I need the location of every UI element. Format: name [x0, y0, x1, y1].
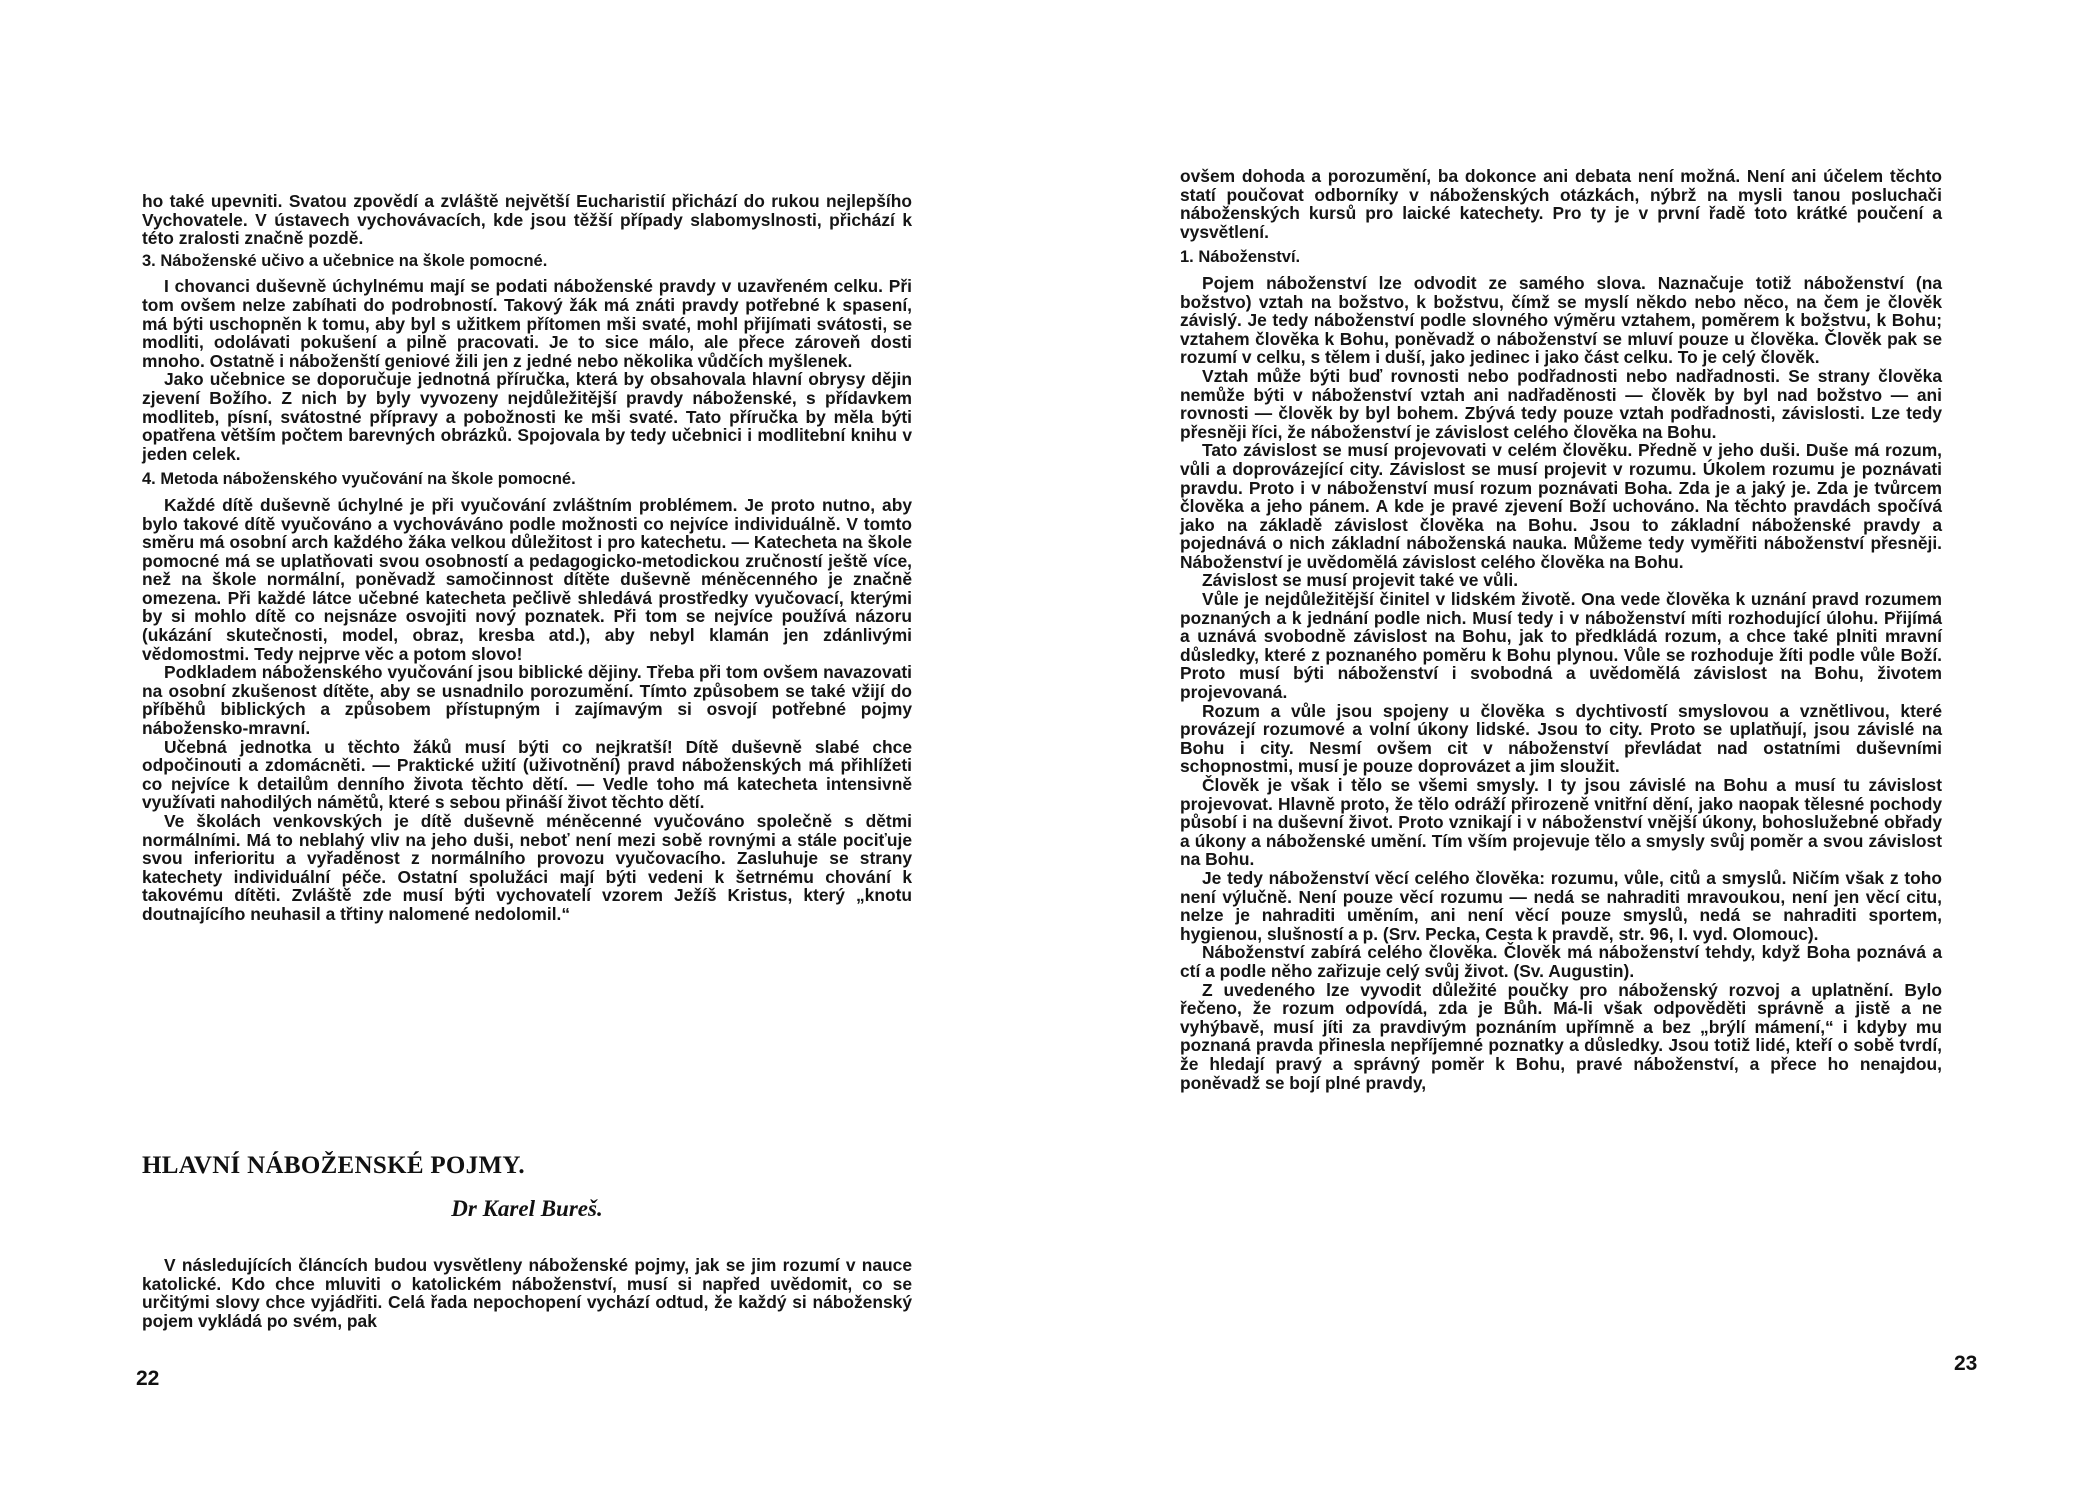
article-intro [142, 1256, 912, 1330]
paragraph: Každé dítě duševně úchylné je při vyučování zvláštním problémem. Je proto nutno, aby bylo takové dítě vyučováno a vychováváno podle možnosti co nejvíce individuálně. V tomto směru má osobní arch každého žáka velkou důležitost i pro katechetu. — Katecheta na škole pomocné má se uplatňovati svou osobností a pedagogicko-metodickou zručností ještě více, než na škole normální, poněvadž samočinnost dítěte duševně méněcenného je značně omezena. Při každé látce učebné katecheta pečlivě shledává prostředky vyučovací, kterými by si mohlo dítě co nejsnáze osvojiti nový poznatek. Při tom se nejvíce používá názoru (ukázání skutečnosti, model, obraz, kresba atd.), aby nebyl klamán jen zdánlivými vědomostmi. Tedy nejprve věc a potom slovo! [142, 494, 912, 664]
paragraph: Z uvedeného lze vyvodit důležité poučky pro náboženský rozvoj a uplatnění. Bylo řečeno, že rozum odpovídá, zda je Bůh. Má-li však odpověděti správně a jistě a ne vyhýbavě, musí jíti za pravdivým poznáním upřímně a bez „brýlí mámení,“ i kdyby mu poznaná pravda přinesla nepříjemné poznatky a důsledky. Jsou totiž lidé, kteří o sobě tvrdí, že hledají pravý a správný poměr k Bohu, pravé náboženství, a přece ho nenajdou, poněvadž se bojí plné pravdy, [1180, 979, 1942, 1093]
right-page [1046, 0, 2092, 1500]
paragraph: Učebná jednotka u těchto žáků musí býti co nejkratší! Dítě duševně slabé chce odpočinouti a zdomácněti. — Praktické užití (uživotnění) pravd náboženských má přihlížeti co nejvíce k detailům denního života těchto dětí. — Vedle toho má katecheta intensivně využívati nahodilých námětů, které s sebou přináší život těchto dětí. [142, 736, 912, 813]
paragraph: I chovanci duševně úchylnému mají se podati náboženské pravdy v uzavřeném celku. Při tom ovšem nelze zabíhati do podrobností. Takový žák má znáti pravdy potřebné k spasení, má býti uschopněn k tomu, aby byl s užitkem přítomen mši svaté, mohl přijímati svátosti, se modliti, odolávati pokušení a pilně pracovati. Je to sice málo, ale přece zároveň dosti mnoho. Ostatně i náboženští geniové žili jen z jedné nebo několika vůdčích myšlenek. [142, 276, 912, 371]
paragraph: ovšem dohoda a porozumění, ba dokonce ani debata není možná. Není ani účelem těchto statí poučovat odborníky v náboženských otázkách, nýbrž na mysli tanou posluchači náboženských kursů pro laické katechety. Pro ty je v první řadě toto krátké poučení a vysvětlení. [1180, 166, 1942, 242]
paragraph: Jako učebnice se doporučuje jednotná příručka, která by obsahovala hlavní obrysy dějin zjevení Božího. Z nich by byly vyvozeny nejdůležitější pravdy náboženské, s přídavkem modliteb, písní, svátostné přípravy a pobožnosti ke mši svaté. Tato příručka by měla býti opatřena větším počtem barevných obrázků. Spojovala by tedy učebnici i modlitební knihu v jeden celek. [142, 369, 912, 464]
paragraph: Závislost se musí projevit také ve vůli. [1202, 570, 1519, 591]
paragraph: Podkladem náboženského vyučování jsou biblické dějiny. Třeba při tom ovšem navazovati na osobní zkušenost dítěte, aby se usnadnilo porozumění. Tímto způsobem se také vžijí do příběhů biblických a způsobem přístupným i zajímavým si osvojí potřebné pojmy nábožensko-mravní. [142, 662, 912, 739]
paragraph: ho také upevniti. Svatou zpovědí a zvláště největší Eucharistií přichází do rukou nejlepšího Vychovatele. V ústavech vychovávacích, kde jsou těžší případy slabomyslnosti, přichází k této zralosti značně pozdě. [142, 191, 912, 249]
paragraph: Vztah může býti buď rovnosti nebo podřadnosti nebo nadřadnosti. Se strany člověka nemůže býti v náboženství vztah ani nadřaděnosti — člověk by byl nad božstvo — ani rovnosti — člověk by byl bohem. Zbývá tedy pouze vztah podřadnosti, závislosti. Lze tedy přesněji říci, že náboženství je závislost celého člověka na Bohu. [1180, 365, 1942, 442]
paragraph: Pojem náboženství lze odvodit ze samého slova. Naznačuje totiž náboženství (na božstvo) vztah na božstvo, k božstvu, čímž se myslí někdo nebo něco, na čem je člověk závislý. Je tedy náboženství podle slovného výměru vztahem, poměrem k božstvu, k Bohu; vztahem člověka k Bohu, poněvadž o náboženství se mluví pouze u člověka. Člověk pak se rozumí v celku, s tělem i duší, jako jedinec i jako část celku. To je celý člověk. [1180, 272, 1942, 368]
right-column-text [1180, 167, 1942, 1092]
paragraph: Tato závislost se musí projevovati v celém člověku. Předně v jeho duši. Duše má rozum, vůli a doprovázející city. Závislost se musí projevit v rozumu. Úkolem rozumu je poznávati pravdu. Proto i v náboženství musí rozum poznávati Boha. Zda je a jaký je. Zda je tvůrcem člověka a jeho pánem. A kde je pravé zjevení Boží uchováno. Na těchto pravdách spočívá jako na základě závislost člověka na Bohu. Jsou to základní náboženské pravdy a pojednává o nich základní náboženská nauka. Můžeme tedy vyměřiti náboženství přesněji. Náboženství je uvědomělá závislost celého člověka na Bohu. [1180, 440, 1942, 572]
paragraph: Náboženství zabírá celého člověka. Člověk má náboženství tehdy, když Boha poznává a ctí a podle něho zařizuje celý svůj život. (Sv. Augustin). [1180, 942, 1942, 981]
page-number: 23 [1954, 1352, 1978, 1375]
paragraph: Vůle je nejdůležitější činitel v lidském životě. Ona vede člověka k uznání pravd rozumem poznaných a k jednání podle nich. Musí tedy i v náboženství míti rozhodující úlohu. Přijímá a uznává svobodně závislost na Bohu, jak to předkládá rozum, a chce také plniti mravní důsledky, které z poznaného poměru k Bohu plynou. Vůle se rozhoduje žíti podle vůle Boží. Proto musí býti náboženství i svobodná a uvědomělá závislost na Bohu, životem projevovaná. [1180, 589, 1942, 703]
page-number: 22 [136, 1367, 160, 1390]
paragraph: Člověk je však i tělo se všemi smysly. I ty jsou závislé na Bohu a musí tu závislost projevovat. Hlavně proto, že tělo odráží přirozeně vnitřní dění, jako naopak tělesné pochody působí i na duševní život. Proto vznikají i v náboženství vnější úkony, bohoslužebné obřady a úkony a náboženské umění. Tím vším projevuje tělo a smysly svůj poměr a svou závislost na Bohu. [1180, 775, 1942, 870]
section-heading-3: 3. Náboženské učivo a učebnice na škole pomocné. [142, 251, 548, 270]
section-heading-4: 4. Metoda náboženského vyučování na škole pomocné. [142, 470, 576, 489]
paragraph: V následujících článcích budou vysvětleny náboženské pojmy, jak se jim rozumí v nauce katolické. Kdo chce mluviti o katolickém náboženství, musí si napřed uvědomit, co se určitými slovy chce vyjádřiti. Celá řada nepochopení vychází odtud, že každý si náboženský pojem vykládá po svém, pak [142, 1255, 912, 1331]
paragraph: Je tedy náboženství věcí celého člověka: rozumu, vůle, citů a smyslů. Ničím však z toho není výlučně. Není pouze věcí rozumu — nedá se nahraditi mravoukou, není jen věcí citu, nelze je nahraditi uměním, ani není věcí pouze smyslů, nedá se nahraditi sportem, hygienou, slušností a p. (Srv. Pecka, Cesta k pravdě, str. 96, I. vyd. Olomouc). [1180, 867, 1942, 944]
paragraph: Ve školách venkovských je dítě duševně méněcenné vyučováno společně s dětmi normálními. Má to neblahý vliv na jeho duši, neboť není mezi sobě rovnými a stále pociťuje svou inferioritu a vyřaděnost z normálního provozu vyučovacího. Zasluhuje se strany katechety individuální péče. Ostatní spolužáci mají býti vedeni k šetrnému chování k takovému dítěti. Zvláště zde musí býti vychovatelí vzorem Ježíš Kristus, který „knotu doutnajícího neuhasil a třtiny nalomené nedolomil.“ [142, 811, 912, 924]
paragraph: Rozum a vůle jsou spojeny u člověka s dychtivostí smyslovou a vznětlivou, které provázejí rozumové a volní úkony lidské. Jsou to city. Proto se uplatňují, jsou závislé na Bohu i city. Nesmí ovšem cit v náboženství převládat nad ostatními duševními schopnostmi, musí je pouze doprovázet a jim sloužit. [1180, 700, 1942, 777]
left-column-text [142, 192, 912, 924]
article-author: Dr Karel Bureš. [451, 1196, 603, 1221]
article-title: HLAVNÍ NÁBOŽENSKÉ POJMY. [142, 1152, 525, 1179]
section-heading-1: 1. Náboženství. [1180, 248, 1301, 267]
